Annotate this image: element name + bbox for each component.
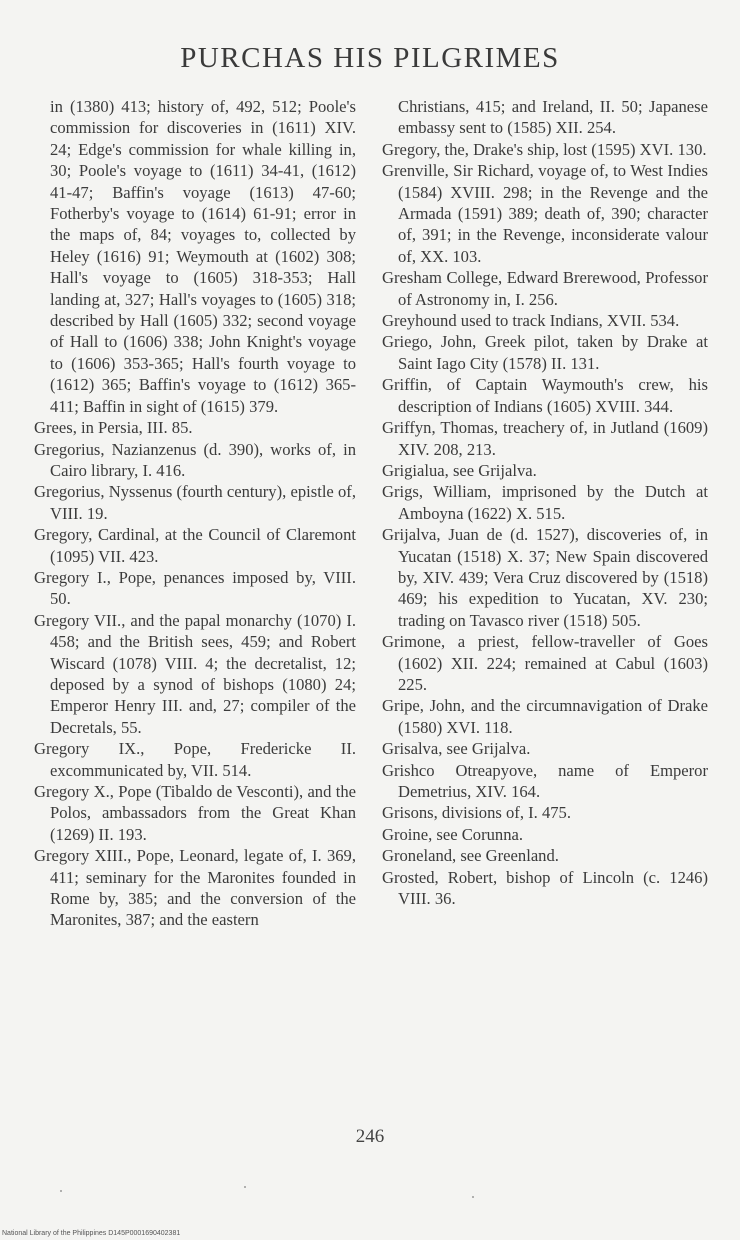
index-entry: Gregory XIII., Pope, Leonard, legate of, I. 369, 411; seminary for the Maronites founded in Rome by, 385; and the conversion of the Maronites, 387; and the eastern [34, 846, 356, 930]
index-entry: Grosted, Robert, bishop of Lincoln (c. 1246) VIII. 36. [382, 867, 708, 909]
index-entry: Gregory, Cardinal, at the Council of Claremont (1095) VII. 423. [34, 525, 356, 566]
index-entry: Gregorius, Nazianzenus (d. 390), works of, in Cairo library, I. 416. [34, 439, 356, 480]
page-number: 246 [355, 1126, 385, 1147]
scan-speck [60, 1190, 62, 1192]
index-entry: Gripe, John, and the circumnavigation of Drake (1580) XVI. 118. [382, 696, 708, 737]
index-entry: Gregory I., Pope, penances imposed by, VIII. 50. [34, 567, 356, 609]
index-entry: Griego, John, Greek pilot, taken by Drake at Saint Iago City (1578) II. 131. [382, 332, 708, 373]
index-entry: Grisalva, see Grijalva. [382, 739, 531, 759]
index-entry: Groneland, see Greenland. [382, 846, 559, 866]
index-entry: Gregory, the, Drake's ship, lost (1595) XVI. 130. [382, 139, 707, 159]
index-entry: Gregory IX., Pope, Fredericke II. excommunicated by, VII. 514. [34, 739, 356, 780]
index-entry: Grishco Otreapyove, name of Emperor Demetrius, XIV. 164. [382, 760, 708, 801]
index-entry: Grigs, William, imprisoned by the Dutch at Amboyna (1622) X. 515. [382, 482, 708, 523]
running-head-title: PURCHAS HIS PILGRIMES [180, 42, 560, 74]
index-entry: Griffin, of Captain Waymouth's crew, his description of Indians (1605) XVIII. 344. [382, 375, 708, 416]
index-entry: Gresham College, Edward Brerewood, Professor of Astronomy in, I. 256. [382, 268, 708, 309]
left-column [34, 96, 356, 931]
scan-speck [472, 1196, 474, 1198]
index-entry: Groine, see Corunna. [382, 824, 524, 844]
scan-speck [244, 1186, 246, 1188]
index-entry: Gregory VII., and the papal monarchy (1070) I. 458; and the British sees, 459; and Robert Wiscard (1078) VIII. 4; the decretalist, 12; deposed by a synod of bishops (1080) 24; Emperor Henry III. and, 27; compiler of the Decretals, 55. [34, 610, 356, 737]
index-entry-continuation: Christians, 415; and Ireland, II. 50; Japanese embassy sent to (1585) XII. 254. [398, 97, 708, 138]
index-entry: Grijalva, Juan de (d. 1527), discoveries of, in Yucatan (1518) X. 37; New Spain discovered by, XIV. 439; Vera Cruz discovered by (1518) 469; his expedition to Yucatan, XV. 230; trading on Tavasco river (1518) 505. [382, 525, 708, 630]
scan-credit: National Library of the Philippines D145P0001690402381 [2, 1230, 181, 1237]
right-column [382, 96, 708, 909]
index-entry: Grenville, Sir Richard, voyage of, to West Indies (1584) XVIII. 298; in the Revenge and the Armada (1591) 389; death of, 390; character of, 391; in the Revenge, inconsiderate valour of, XX. 103. [382, 161, 708, 266]
index-entry: Greyhound used to track Indians, XVII. 534. [382, 311, 680, 331]
index-entry: Grimone, a priest, fellow-traveller of Goes (1602) XII. 224; remained at Cabul (1603) 225. [382, 632, 708, 694]
index-entry: Gregorius, Nyssenus (fourth century), epistle of, VIII. 19. [34, 482, 356, 523]
index-entry: Grigialua, see Grijalva. [382, 460, 537, 480]
index-entry: Gregory X., Pope (Tibaldo de Vesconti), and the Polos, ambassadors from the Great Khan (1269) II. 193. [34, 782, 356, 844]
index-entry-continuation: in (1380) 413; history of, 492, 512; Poole's commission for discoveries in (1611) XIV. 24; Edge's commission for whale killing in, 30; Poole's voyage to (1611) 34-41, (1612) 41-47; Baffin's voyage (1613) 47-60; Fotherby's voyage to (1614) 61-91; error in the maps of, 84; voyages to, collected by Heley (1616) 91; Weymouth at (1602) 308; Hall's voyage to (1605) 318-353; Hall landing at, 327; Hall's voyages to (1605) 318; described by Hall (1605) 332; second voyage of Hall to (1606) 338; John Knight's voyage to (1606) 353-365; Hall's fourth voyage to (1612) 365; Baffin's voyage to (1612) 365-411; Baffin in sight of (1615) 379. [50, 97, 356, 416]
index-entry: Grisons, divisions of, I. 475. [382, 803, 571, 823]
index-entry: Griffyn, Thomas, treachery of, in Jutland (1609) XIV. 208, 213. [382, 418, 708, 459]
index-entry: Grees, in Persia, III. 85. [34, 418, 193, 438]
